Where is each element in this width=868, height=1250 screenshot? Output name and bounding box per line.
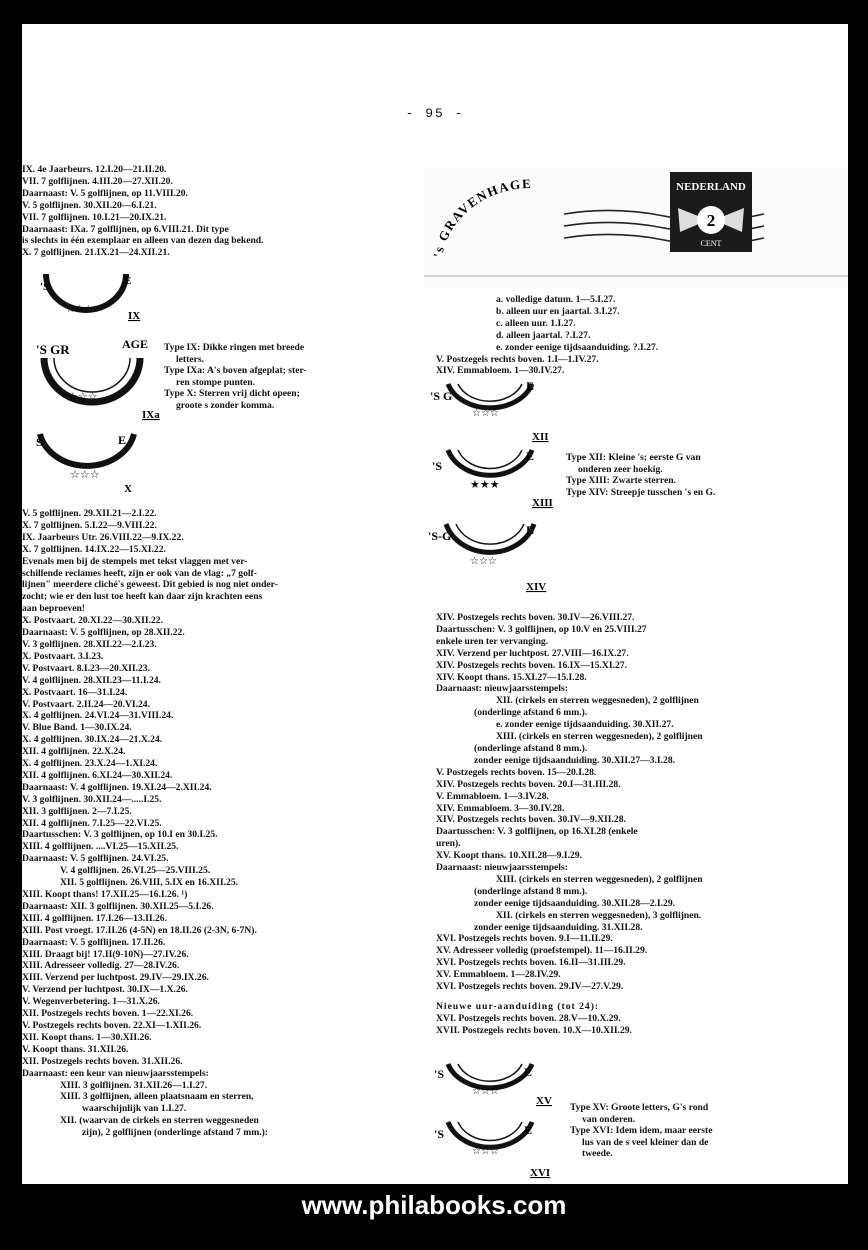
caption-line: Type X: Sterren vrij dicht opeen; [164,388,300,400]
stamp-value: 2 [706,211,716,230]
text-line: XIV. Emmabloem. 1—30.IV.27. [436,365,565,377]
text-line: V. Emmabloem. 1—3.IV.28. [436,790,549,802]
text-line: aan beproeven! [22,603,85,615]
caption-line: Type XV: Groote letters, G's rond [570,1102,709,1113]
postmark-stars: ☆☆☆ [472,1146,499,1157]
text-line: XIV. Postzegels rechts boven. 30.IV—26.VIII.27. [436,612,635,623]
text-line: zocht; wie er den lust toe heeft kan daar zijn krachten eens [22,591,263,603]
postmark-stars: ☆☆☆ [470,556,497,567]
text-line: XIII. (cirkels en sterren weggesneden), 2 golflijnen [496,873,703,885]
text-line: XII. Postzegels rechts boven. 1—22.XI.26. [22,1008,194,1020]
cancelled-envelope [424,168,848,288]
text-line: X. 4 golflijnen. 30.IX.24—21.X.24. [22,734,163,746]
text-line: XII. Postzegels rechts boven. 31.XII.26. [22,1055,183,1067]
type-label: IX [128,310,141,322]
postmark-right-text: E [124,275,132,287]
postmark-type-ix [30,264,160,324]
caption-line: Type XIII: Zwarte sterren. [566,475,676,487]
text-line: XII. 5 golflijnen. 26.VIII, 5.IX en 16.XII.25. [60,877,239,889]
text-line: IX. Jaarbeurs Utr. 26.VIII.22—9.IX.22. [22,531,184,543]
postmark-top-text: 'S GR [36,342,70,357]
text-line: V. 3 golflijnen. 28.XII.22—2.I.23. [22,638,157,650]
caption-line: onderen zeer hoekig. [578,463,663,475]
text-line: Daarnaast: nieuwjaarsstempels: [436,683,568,695]
text-line: a. volledige datum. 1—5.I.27. [496,294,616,305]
text-line: X. Postvaart. 20.XI.22—30.XII.22. [22,615,163,627]
text-line: X. 4 golflijnen. 24.VI.24—31.VIII.24. [22,710,174,722]
text-line: V. Koopt thans. 31.XII.26. [22,1043,129,1055]
type-label: XVI [530,1167,551,1179]
text-line: is slechts in één exemplaar en alleen van dezen dag bekend. [22,235,264,247]
text-line: e. zonder eenige tijdsaanduiding. 30.XII.27. [496,719,674,731]
text-line: XII. 4 golflijnen. 7.I.25—22.VI.25. [22,817,162,829]
text-line: schillende reclames heeft, zijn er ook van de vlag: „7 golf- [22,567,257,579]
text-line: Daarnaast: XII. 3 golflijnen. 30.XII.25—5.I.26. [22,900,214,912]
text-line: XV. Koopt thans. 10.XII.28—9.I.29. [436,850,582,862]
text-line: Daartusschen: V. 3 golflijnen, op 10.V en 25.VIII.27 [436,623,647,635]
text-line: XII. 4 golflijnen. 6.XI.24—30.XII.24. [22,769,173,781]
footer-url: www.philabooks.com [301,1190,567,1220]
left-top-text [22,164,402,259]
text-line: XIII. Post vroegt. 17.II.26 (4-5N) en 18.II.26 (2-3N, 6-7N). [22,924,257,936]
text-line: zonder eenige tijdsaanduiding. 30.XII.27—3.I.28. [474,754,676,766]
type-caption-left [164,342,307,412]
caption-line: groote s zonder komma. [176,399,275,411]
postmark-type-xiii [426,444,566,514]
type-caption-right [566,452,715,498]
text-line: XIII. Verzend per luchtpost. 29.IV—29.IX.26. [22,972,209,984]
caption-line: ren stompe punten. [176,376,255,388]
text-line: XIII. Draagt bij! 17.II(9-10N)—27.IV.26. [22,948,189,960]
text-line: XII. 4 golflijnen. 22.X.24. [22,746,126,758]
text-line: d. alleen jaartal. ?.I.27. [496,329,591,341]
text-line: XVI. Postzegels rechts boven. 29.IV—27.V.29. [436,981,624,993]
caption-line: tweede. [582,1148,613,1160]
text-line: XIII. (cirkels en sterren weggesneden), 2 golflijnen [496,731,703,743]
text-line: XVI. Postzegels rechts boven. 16.II—31.III.29. [436,957,626,969]
postmark-type-xiv [426,514,566,594]
text-line: e. zonder eenige tijdsaanduiding. ?.I.27. [496,341,659,353]
text-line: XVI. Postzegels rechts boven. 9.I—11.II.29. [436,933,613,945]
text-line: c. alleen uur. 1.I.27. [496,317,576,329]
text-line: zonder eenige tijdsaanduiding. 31.XII.28. [474,921,643,933]
postmark-right-text: E [118,433,127,447]
book-page [22,24,848,1184]
text-line: V. 5 golflijnen. 30.XII.20—6.I.21. [22,199,157,211]
text-line: V. 5 golflijnen. 29.XII.21—2.I.22. [22,508,157,519]
postmark-right-text: E [526,523,535,537]
text-line: VII. 7 golflijnen. 10.I.21—20.IX.21. [22,211,167,223]
text-line: V. Postzegels rechts boven. 1.I—1.IV.27. [436,353,599,365]
text-line: XV. Emmabloem. 1—28.IV.29. [436,969,561,981]
postmark-top-text: S [36,435,43,449]
postmark-top-text: 'S G [430,389,453,403]
text-line: Daarnaast: IXa. 7 golflijnen, op 6.VIII.21. Dit type [22,223,229,235]
text-line: (onderlinge afstand 8 mm.). [474,742,588,754]
text-line: X. 7 golflijnen. 5.I.22—9.VIII.22. [22,519,157,531]
text-line: XII. 3 golflijnen. 2—7.I.25. [22,805,132,817]
text-line: XVII. Postzegels rechts boven. 10.X—10.XII.29. [436,1024,632,1036]
text-line: b. alleen uur en jaartal. 3.I.27. [496,305,620,317]
text-line: uren). [436,838,461,850]
text-line: V. 3 golflijnen. 30.XII.24—.....I.25. [22,793,162,805]
text-line: XIII. Koopt thans! 17.XII.25—16.I.26. ¹) [22,889,188,900]
postmark-type-x [30,424,160,496]
text-line: XIII. 3 golflijnen, alleen plaatsnaam en sterren, [60,1091,254,1103]
text-line: V. Postvaart. 8.I.23—20.XII.23. [22,662,151,674]
text-line: Daartusschen: V. 3 golflijnen, op 16.XI.28 (enkele [436,826,638,838]
text-line: X. Postvaart. 3.I.23. [22,650,104,662]
type-label: X [124,483,132,495]
text-line: Daarnaast: V. 4 golflijnen. 19.XI.24—2.XII.24. [22,781,212,793]
caption-line: Type IX: Dikke ringen met breede [164,342,305,353]
text-line: XIV. Postzegels rechts boven. 30.IV—9.XII.28. [436,814,626,826]
left-main-text [22,508,412,1139]
postmark-stars: ★★★ [470,479,500,491]
postmark-stars: ☆☆☆ [472,1086,499,1097]
text-line: Daarnaast: een keur van nieuwjaarsstempels: [22,1067,209,1079]
text-line: enkele uren ter vervanging. [436,635,549,647]
text-line: XII. (cirkels en sterren weggesneden), 3 golflijnen. [496,909,702,921]
right-top-text [436,294,836,377]
text-line: X. 7 golflijnen. 21.IX.21—24.XII.21. [22,247,170,259]
text-line: V. Postzegels rechts boven. 15—20.I.28. [436,766,597,778]
postmark-type-xv [426,1058,566,1118]
text-line: X. 4 golflijnen. 23.X.24—1.XI.24. [22,758,158,770]
text-line: Daarnaast: V. 5 golflijnen. 17.II.26. [22,936,166,948]
text-line: IX. 4e Jaarbeurs. 12.I.20—21.II.20. [22,164,167,175]
caption-line: lus van de s veel kleiner dan de [582,1136,709,1148]
text-line: XIV. Postzegels rechts boven. 20.I—31.III.28. [436,778,621,790]
text-line: XII. (waarvan de cirkels en sterren weggesneden [60,1115,259,1127]
text-line: V. 4 golflijnen. 26.VI.25—25.VIII.25. [60,865,211,877]
text-line: V. Postvaart. 2.II.24—20.VI.24. [22,698,151,710]
text-line: Daarnaast: V. 5 golflijnen, op 28.XII.22. [22,627,185,639]
section-heading: Nieuwe uur-aanduiding (tot 24): [436,1001,600,1012]
text-line: (onderlinge afstand 8 mm.). [474,885,588,897]
caption-line: Type IXa: A's boven afgeplat; ster- [164,365,307,377]
type-label: XIV [526,581,547,593]
text-line: X. Postvaart. 16—31.I.24. [22,686,128,698]
text-line: Daarnaast: V. 5 golflijnen, op 11.VIII.20. [22,187,188,199]
type-label: IXa [142,409,160,421]
stamp-country: NEDERLAND [676,181,746,193]
postmark-stars: ☆☆☆ [472,408,499,419]
postmark-stars: ☆☆☆ [70,469,100,481]
text-line: (onderlinge afstand 6 mm.). [474,707,588,719]
text-line: XIII. 4 golflijnen. 17.I.26—13.II.26. [22,912,167,924]
postmark-right-text: E [524,1123,533,1137]
text-line: V. Wegenverbetering. 1—31.X.26. [22,996,160,1008]
type-label: XII [532,431,549,443]
postmark-right-text: E [524,1065,533,1079]
type-label: XV [536,1095,552,1107]
text-line: XIV. Verzend per luchtpost. 27.VIII—16.IX.27. [436,647,629,659]
text-line: V. Verzend per luchtpost. 30.IX—1.X.26. [22,984,188,996]
postmark-top-text: 'S-G [428,529,452,543]
postmark-type-ixa [30,334,180,424]
postmark-right-text: E [526,449,535,463]
text-line: XVI. Postzegels rechts boven. 28.V—10.X.29. [436,1012,621,1024]
text-line: Daartusschen: V. 3 golflijnen, op 10.I en 30.I.25. [22,829,218,841]
text-line: XII. Koopt thans. 1—30.XII.26. [22,1031,152,1043]
text-line: Evenals men bij de stempels met tekst vlaggen met ver- [22,555,248,567]
postmark-type-xvi [426,1116,566,1182]
text-line: XIII. Adresseer volledig. 27—28.IV.26. [22,960,180,972]
right-main-text [436,612,840,1037]
postmark-stars: ☆☆☆ [66,304,93,315]
postmark-right-text: AGE [122,337,149,351]
postmark-top-text: 'S [434,1127,445,1141]
text-line [436,993,840,1001]
postmark-right-text: E [526,379,535,393]
text-line: VII. 7 golflijnen. 4.III.20—27.XII.20. [22,175,173,187]
caption-line: van onderen. [582,1113,636,1125]
text-line: XIII. 3 golflijnen. 31.XII.26—1.I.27. [60,1079,208,1091]
type-label: XIII [532,497,553,509]
postmark-top-text: 'S [432,459,443,473]
postmark-type-xii [426,374,566,444]
text-line: V. Blue Band. 1—30.IX.24. [22,722,132,734]
text-line: Daarnaast: V. 5 golflijnen. 24.VI.25. [22,853,169,865]
stamp-unit: CENT [700,239,722,248]
text-line: lijnen" meerdere cliché's geweest. Dit gebied is nog niet onder- [22,579,278,591]
caption-line: Type XVI: Idem idem, maar eerste [570,1125,713,1137]
text-line: zijn), 2 golflijnen (onderlinge afstand 7 mm.): [82,1127,269,1139]
text-line: XV. Adresseer volledig (proefstempel). 11—16.II.29. [436,945,648,957]
text-line: waarschijnlijk van 1.I.27. [82,1103,187,1115]
text-line: XII. (cirkels en sterren weggesneden), 2 golflijnen [496,695,699,707]
text-line: XIII. 4 golflijnen. ....VI.25—15.XII.25. [22,841,179,853]
text-line: V. Postzegels rechts boven. 22.XI—1.XII.26. [22,1019,202,1031]
postage-stamp [670,172,752,252]
postmark-stars: ☆☆☆ [68,391,98,403]
caption-line: letters. [176,353,204,365]
page-number: - 95 - [405,106,465,121]
postmark-top-text: 'S [40,281,50,293]
text-line: X. 7 golflijnen. 14.IX.22—15.XI.22. [22,543,166,555]
postmark-town: 's GRAVENHAGE [430,175,533,259]
text-line: V. 4 golflijnen. 28.XII.23—11.I.24. [22,674,161,686]
type-caption-bottom [570,1102,712,1160]
postmark-top-text: 'S [434,1067,445,1081]
caption-line: Type XII: Kleine 's; eerste G van [566,452,701,463]
text-line: Daarnaast: nieuwjaarsstempels: [436,862,568,874]
text-line: XIV. Koopt thans. 15.XI.27—15.I.28. [436,671,587,683]
text-line: zonder eenige tijdsaanduiding. 30.XII.28—2.I.29. [474,897,676,909]
text-line: XIV. Emmabloem. 3—30.IV.28. [436,802,565,814]
caption-line: Type XIV: Streepje tusschen 's en G. [566,486,716,498]
text-line: XIV. Postzegels rechts boven. 16.IX—15.XI.27. [436,659,627,671]
